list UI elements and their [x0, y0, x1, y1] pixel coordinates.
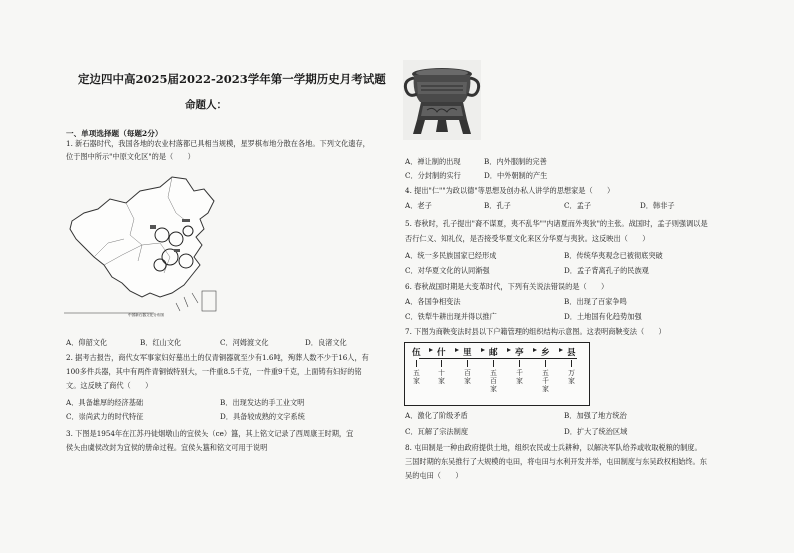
node-tick: [441, 360, 442, 367]
node-tick: [416, 360, 417, 367]
q8-line2: 三国时期的东吴推行了大规模的屯田，将屯田与水利开发并举，屯田制度与东吴政权相始终。东: [405, 457, 707, 466]
q5-option-d[interactable]: D．孟子背离孔子的民族观: [564, 266, 649, 275]
q3-line1: 3. 下图是1954年在江苏丹徒烟墩山的宜侯夨（ce）簋，其上铭文记录了西周康王时期，宜: [66, 429, 354, 438]
exam-author: 命题人：: [185, 99, 227, 111]
node-shi: 什: [437, 348, 446, 358]
leaf-wubaijia: 五 百 家: [490, 369, 497, 393]
q1-option-b[interactable]: B．红山文化: [140, 338, 182, 347]
node-you: 邮: [489, 348, 498, 358]
q3-line2: 侯夨由虞侯改封为宜侯的册命过程。宜侯夨簋和铭文可用于说明: [66, 443, 268, 452]
node-ting: 亭: [515, 348, 524, 358]
q4-option-a[interactable]: A．老子: [405, 201, 432, 210]
q2-option-b[interactable]: B．出现发达的手工业文明: [220, 398, 305, 407]
node-wu: 伍: [412, 348, 421, 358]
exam-title: 定边四中高2025届2022-2023学年第一学期历史月考试题: [78, 72, 386, 86]
q6-line: 6. 春秋战国时期是大变革时代，下列有关说法错误的是（ ）: [405, 282, 609, 291]
q3-option-c[interactable]: C．分封制的实行: [405, 171, 461, 180]
q8-line3: 吴的屯田（ ）: [405, 471, 463, 480]
q1-option-d[interactable]: D．良渚文化: [305, 338, 347, 347]
q2-line3: 文。这反映了商代（ ）: [66, 381, 153, 390]
q2-option-d[interactable]: D．具备较成熟的文字系统: [220, 412, 305, 421]
q8-line1: 8. 屯田制是一种由政府提供土地，组织农民或士兵耕种，以解决军队给养或收取税粮的制度。: [405, 443, 702, 452]
q5-option-a[interactable]: A．统一多民族国家已经形成: [405, 251, 497, 260]
q4-option-c[interactable]: C．孟子: [564, 201, 592, 210]
node-tick: [571, 360, 572, 367]
leaf-shijia: 十 家: [438, 369, 445, 385]
arrow-icon: [507, 348, 511, 352]
q7-option-c[interactable]: C．瓦解了宗法制度: [405, 427, 469, 436]
q1-line2: 位于图中所示"中原文化区"的是（ ）: [66, 152, 195, 161]
q6-option-a[interactable]: A．各国争相变法: [405, 297, 461, 306]
q7-option-a[interactable]: A．激化了阶级矛盾: [405, 411, 468, 420]
q3-option-d[interactable]: D．中外朝制的产生: [484, 171, 548, 180]
q6-option-b[interactable]: B．出现了百家争鸣: [564, 297, 627, 306]
node-xian: 县: [567, 348, 576, 358]
q3-option-a[interactable]: A．禅让制的出现: [405, 157, 461, 166]
q3-option-b[interactable]: B．内外服制的完善: [484, 157, 547, 166]
leaf-wujia: 五 家: [413, 369, 420, 385]
q5-line1: 5. 春秋时，孔子提出"裔不谋夏，夷不乱华""内诸夏而外夷狄"的主张。战国时，孟子则强调以是: [405, 219, 708, 228]
q7-option-b[interactable]: B．加强了地方统治: [564, 411, 627, 420]
q5-line2: 否行仁义、知礼仪，是否接受华夏文化来区分华夏与夷狄。这反映出（ ）: [405, 234, 650, 243]
q7-line: 7. 下图为商鞅变法时县以下户籍管理的组织结构示意图。这表明商鞅变法（ ）: [405, 327, 666, 336]
bronze-gui-vessel-image: [403, 60, 481, 140]
map-caption: 中国新石器文化分布图: [128, 313, 164, 317]
q2-option-c[interactable]: C．崇尚武力的时代特征: [66, 412, 144, 421]
node-xiang: 乡: [541, 348, 550, 358]
arrow-icon: [559, 348, 563, 352]
q5-option-b[interactable]: B．传统华夷观念已被彻底突破: [564, 251, 663, 260]
arrow-icon: [429, 348, 433, 352]
q2-line1: 2. 据考古报告，商代女军事家妇好墓出土的仅青铜器就至少有1.6吨，殉葬人数不少于16人，有: [66, 353, 369, 362]
q1-line1: 1. 新石器时代，我国各地的农业村落都已具相当规模，星罗棋布地分散在各地。下列文化遗存，: [66, 139, 370, 148]
q1-option-c[interactable]: C．河姆渡文化: [220, 338, 269, 347]
arrow-icon: [533, 348, 537, 352]
q7-option-d[interactable]: D．扩大了统治区域: [564, 427, 628, 436]
leaf-qianjia: 千 家: [516, 369, 523, 385]
arrow-icon: [481, 348, 485, 352]
node-tick: [493, 360, 494, 367]
node-li: 里: [463, 348, 472, 358]
leaf-baijia: 百 家: [464, 369, 471, 385]
section-heading: 一、单项选择题（每题2分）: [66, 129, 163, 138]
q6-option-c[interactable]: C．铁犁牛耕出现并得以推广: [405, 312, 497, 321]
q1-option-a[interactable]: A．仰韶文化: [66, 338, 108, 347]
q2-option-a[interactable]: A．具备雄厚的经济基础: [66, 398, 144, 407]
node-tick: [519, 360, 520, 367]
node-tick: [545, 360, 546, 367]
q5-option-c[interactable]: C．对华夏文化的认同渐强: [405, 266, 490, 275]
household-structure-diagram: [404, 342, 590, 406]
leaf-wanjia: 万 家: [568, 369, 575, 385]
arrow-icon: [455, 348, 459, 352]
node-tick: [467, 360, 468, 367]
q4-option-b[interactable]: B．孔子: [484, 201, 511, 210]
q4-line: 4. 提出"仁""为政以德"等思想及创办私人讲学的思想家是（ ）: [405, 186, 615, 195]
q2-line2: 100多件兵器，其中有两件青铜钺特别大，一件重8.5千克，一件重9千克，上面铸有妇好的铭: [66, 367, 362, 376]
diagram-axis: [419, 358, 577, 359]
leaf-wuqianjia: 五 千 家: [542, 369, 549, 393]
q4-option-d[interactable]: D．韩非子: [640, 201, 675, 210]
q6-option-d[interactable]: D．土地国有化趋势加强: [564, 312, 642, 321]
neolithic-map: [64, 173, 224, 323]
